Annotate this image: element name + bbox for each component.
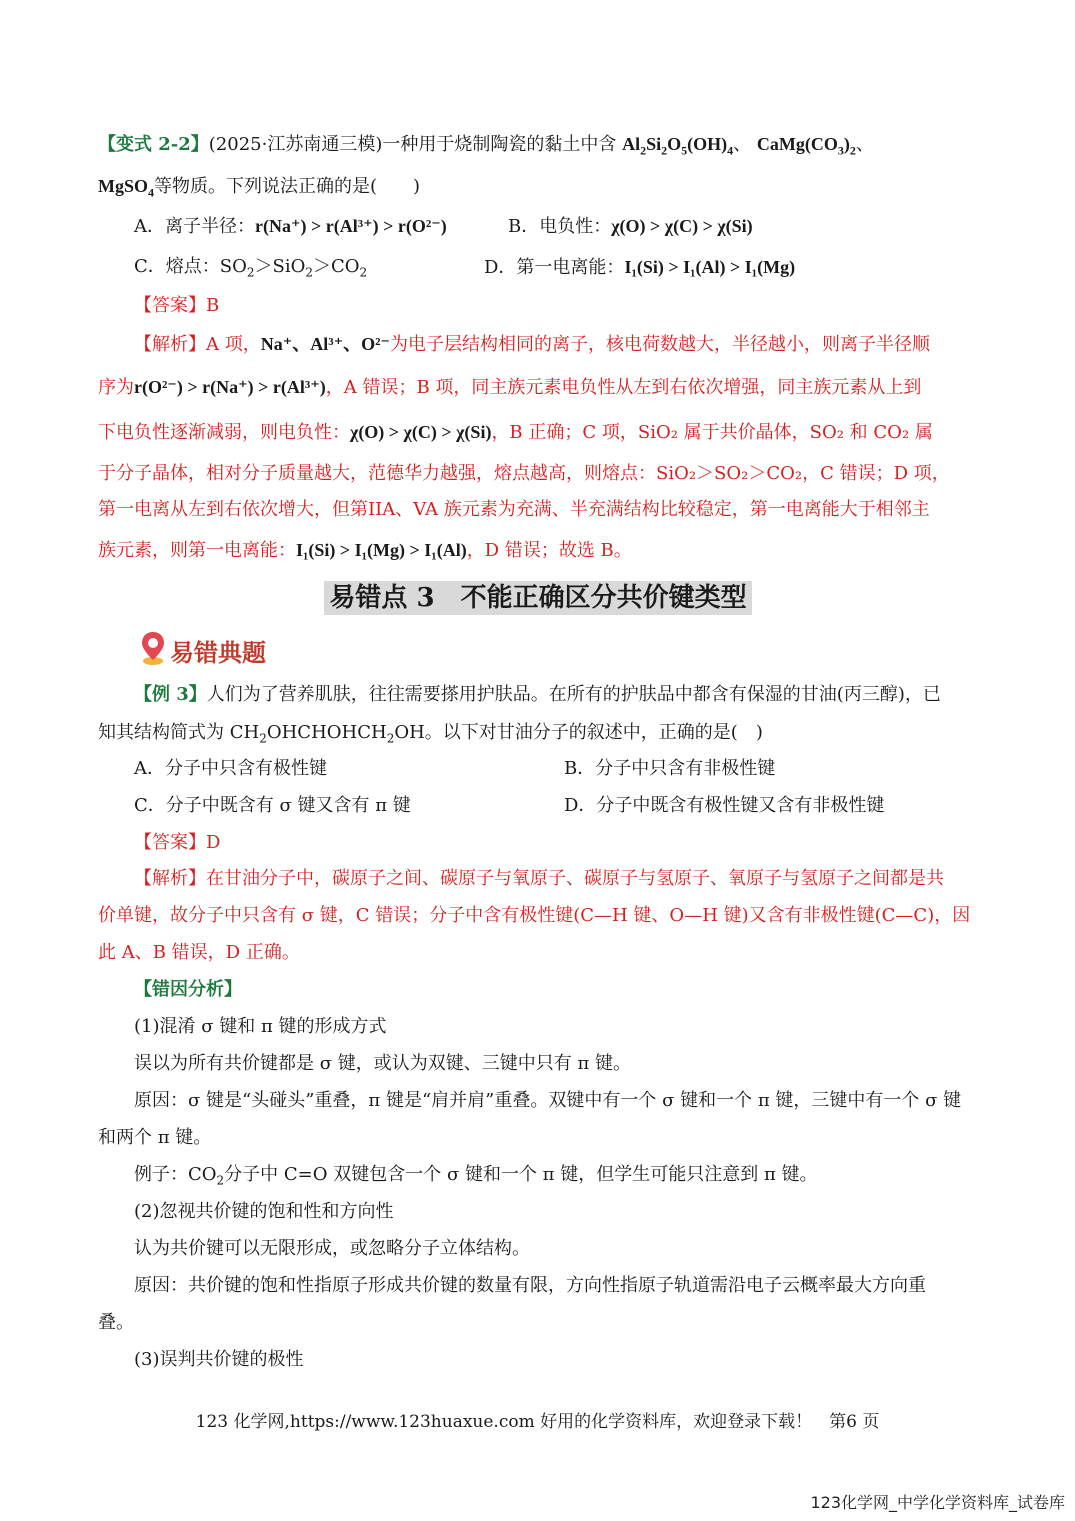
analysis-heading-1: (1)混淆 σ 键和 π 键的形成方式 <box>134 1016 387 1037</box>
example-explanation-line3: 此 A、B 错误，D 正确。 <box>98 942 300 963</box>
analysis-para-3: 例子：$CO_2$分子中 C=O 双键包含一个 σ 键和一个 π 键，但学生可能只注意到 π 键。 <box>134 1164 818 1188</box>
variant-options-cd <box>134 255 1014 279</box>
variant-explanation-line2: 序为r(O²⁻) > r(Na⁺) > r(Al³⁺)，A 错误；B 项，同主族元素电负性从左到右依次增强，同主族元素从上到 <box>98 377 922 398</box>
variant-stem-line2 <box>98 174 978 199</box>
analysis-para-5a: 原因：共价键的饱和性指原子形成共价键的数量有限，方向性指原子轨道需沿电子云概率最大方向重 <box>134 1275 926 1296</box>
analysis-heading-3: (3)误判共价键的极性 <box>134 1349 304 1370</box>
variant-explanation-line1: 【解析】A 项，Na⁺、Al³⁺、O²⁻为电子层结构相同的离子，核电荷数越大，半径越小，则离子半径顺 <box>134 334 931 355</box>
analysis-para-2b: 和两个 π 键。 <box>98 1127 212 1148</box>
variant-answer: 【答案】B <box>134 295 220 316</box>
variant-tag: 【变式 2-2】 <box>98 134 209 155</box>
variant-source: (2025·江苏南通三模) <box>208 134 383 155</box>
option-b: B．电负性：χ(O) > χ(C) > χ(Si) <box>508 216 753 237</box>
section-subtitle <box>140 630 266 668</box>
variant-stem-a: 一种用于烧制陶瓷的黏土中含 <box>382 134 617 155</box>
separator: 、 <box>855 134 874 155</box>
example-answer: 【答案】D <box>134 832 221 853</box>
analysis-title: 【错因分析】 <box>134 979 242 1000</box>
variant-explanation-line4: 于分子晶体，相对分子质量越大，范德华力越强，熔点越高，则熔点：SiO₂＞SO₂＞CO₂，C 错误；D 项， <box>98 463 950 484</box>
example-option-b: B．分子中只含有非极性键 <box>564 758 776 779</box>
example-option-a: A．分子中只含有极性键 <box>134 758 327 779</box>
page-footer: 123 化学网,https://www.123huaxue.com 好用的化学资料库，欢迎登录下载！ 第6 页 <box>195 1412 880 1432</box>
example-options-ab <box>134 757 1014 781</box>
option-a-label: A．离子半径： <box>134 216 255 237</box>
analysis-para-1: 误以为所有共价键都是 σ 键，或认为双键、三键中只有 π 键。 <box>134 1053 632 1074</box>
section-heading: 易错点 3 不能正确区分共价键类型 <box>324 581 752 615</box>
example-line1: 【例 3】人们为了营养肌肤，往往需要搽用护肤品。在所有的护肤品中都含有保湿的甘油(丙三醇)，已 <box>134 684 941 705</box>
variant-explanation-line3: 下电负性逐渐减弱，则电负性：χ(O) > χ(C) > χ(Si)，B 正确；C 项，SiO₂ 属于共价晶体，SO₂ 和 CO₂ 属 <box>98 422 933 443</box>
analysis-para-2a: 原因：σ 键是“头碰头”重叠，π 键是“肩并肩”重叠。双键中有一个 σ 键和一个 π 键，三键中有一个 σ 键 <box>134 1090 962 1111</box>
option-d: D．第一电离能：I₁(Si) > I₁(Al) > I₁(Mg) <box>484 257 796 278</box>
formula-mgso4: MgSO$_4$ <box>98 176 155 200</box>
example-line2: 知其结构简式为 $CH_2OHCHOHCH_2OH$。以下对甘油分子的叙述中，正确的是( ) <box>98 722 763 746</box>
example-explanation-line1: 【解析】在甘油分子中，碳原子之间、碳原子与氧原子、碳原子与氢原子、氧原子与氢原子之间都是共 <box>134 868 944 889</box>
analysis-para-5b: 叠。 <box>98 1312 134 1333</box>
variant-stem-b: 等物质。下列说法正确的是( ) <box>154 176 421 197</box>
variant-options-ab <box>134 214 1014 239</box>
watermark: 123化学网_中学化学资料库_试卷库 <box>810 1493 1065 1512</box>
location-pin-icon <box>140 630 166 670</box>
variant-explanation-line5: 第一电离从左到右依次增大，但第IIA、VA 族元素为充满、半充满结构比较稳定，第一电离能大于相邻主 <box>98 499 930 520</box>
variant-explanation-line6: 族元素，则第一电离能：I₁(Si) > I₁(Mg) > I₁(Al)，D 错误；故选 B。 <box>98 540 632 561</box>
option-c: C．熔点：$SO_2>SiO_2>CO_2$ <box>134 256 368 280</box>
variant-stem-line1 <box>98 132 978 157</box>
separator: 、 <box>733 134 752 155</box>
example-option-d: D．分子中既含有极性键又含有非极性键 <box>564 795 885 816</box>
formula-camg: $CaMg(CO_3)_2$ <box>756 134 856 158</box>
option-a-math: r(Na⁺) > r(Al³⁺) > r(O²⁻) <box>255 216 447 236</box>
analysis-para-4: 认为共价键可以无限形成，或忽略分子立体结构。 <box>134 1238 530 1259</box>
example-option-c: C．分子中既含有 σ 键又含有 π 键 <box>134 795 411 816</box>
section-subtitle-text: 易错典题 <box>170 637 266 667</box>
formula-clay: $Al_2Si_2O_5(OH)_4$ <box>622 134 734 158</box>
example-options-cd <box>134 794 1014 818</box>
example-explanation-line2: 价单键，故分子中只含有 σ 键，C 错误；分子中含有极性键(C—H 键、O—H 键)又含有非极性键(C—C)，因 <box>98 905 971 926</box>
analysis-heading-2: (2)忽视共价键的饱和性和方向性 <box>134 1201 394 1222</box>
